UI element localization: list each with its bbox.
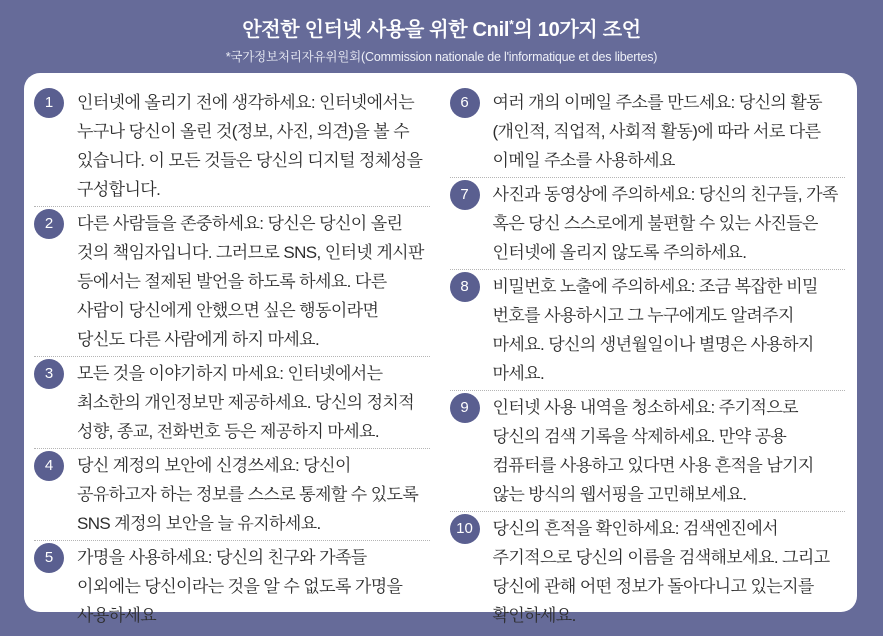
page-title-main: 안전한 인터넷 사용을 위한 Cnil	[242, 19, 510, 41]
tip-text-5: 가명을 사용하세요: 당신의 친구와 가족들 이외에는 당신이라는 것을 알 수 없도록 가명을 사용하세요	[77, 548, 403, 625]
tip-number-badge-9: 9	[450, 393, 480, 423]
dotted-divider	[450, 511, 846, 512]
tip-item-1	[34, 88, 430, 204]
tip-item-6	[450, 88, 846, 175]
tip-number-badge-8: 8	[450, 272, 480, 302]
tip-item-5	[34, 543, 430, 630]
tip-number-badge-4: 4	[34, 451, 64, 481]
dotted-divider	[450, 269, 846, 270]
tip-number-badge-1: 1	[34, 88, 64, 118]
tip-number-badge-2: 2	[34, 209, 64, 239]
infographic-header	[0, 0, 883, 73]
tip-text-8: 비밀번호 노출에 주의하세요: 조금 복잡한 비밀 번호를 사용하시고 그 누구에게도 알려주지 마세요. 당신의 생년월일이나 별명은 사용하지 마세요.	[492, 277, 818, 383]
dotted-divider	[450, 390, 846, 391]
tips-column-right	[438, 88, 848, 625]
tip-number-badge-6: 6	[450, 88, 480, 118]
tip-number-badge-7: 7	[450, 180, 480, 210]
page-title	[0, 0, 883, 42]
tip-item-3	[34, 359, 430, 446]
tip-item-10	[450, 514, 846, 630]
tip-item-2	[34, 209, 430, 354]
tip-item-8	[450, 272, 846, 388]
tip-text-7: 사진과 동영상에 주의하세요: 당신의 친구들, 가족 혹은 당신 스스로에게 불편할 수 있는 사진들은 인터넷에 올리지 않도록 주의하세요.	[492, 185, 838, 262]
dotted-divider	[34, 206, 430, 207]
tips-column-left	[32, 88, 438, 625]
tip-text-6: 여러 개의 이메일 주소를 만드세요: 당신의 활동(개인적, 직업적, 사회적 활동)에 따라 서로 다른 이메일 주소를 사용하세요	[492, 93, 822, 170]
tip-number-badge-5: 5	[34, 543, 64, 573]
dotted-divider	[34, 540, 430, 541]
tip-text-1: 인터넷에 올리기 전에 생각하세요: 인터넷에서는 누구나 당신이 올린 것(정보, 사진, 의견)을 볼 수 있습니다. 이 모든 것들은 당신의 디지털 정체성을 구성합니다.	[77, 93, 423, 199]
tips-card	[24, 73, 857, 625]
tip-text-10: 당신의 흔적을 확인하세요: 검색엔진에서 주기적으로 당신의 이름을 검색해보세요. 그리고 당신에 관해 어떤 정보가 돌아다니고 있는지를 확인하세요.	[492, 519, 830, 625]
dotted-divider	[450, 177, 846, 178]
title-asterisk: *	[509, 17, 514, 32]
tip-item-7	[450, 180, 846, 267]
tip-text-4: 당신 계정의 보안에 신경쓰세요: 당신이 공유하고자 하는 정보를 스스로 통제할 수 있도록 SNS 계정의 보안을 늘 유지하세요.	[77, 456, 419, 533]
dotted-divider	[34, 448, 430, 449]
tip-number-badge-10: 10	[450, 514, 480, 544]
tip-number-badge-3: 3	[34, 359, 64, 389]
tip-text-3: 모든 것을 이야기하지 마세요: 인터넷에서는 최소한의 개인정보만 제공하세요. 당신의 정치적 성향, 종교, 전화번호 등은 제공하지 마세요.	[77, 364, 415, 441]
page-subtitle: *국가정보처리자유위원회(Commission nationale de l'informatique et des libertes)	[225, 50, 658, 64]
tip-text-2: 다른 사람들을 존중하세요: 당신은 당신이 올린 것의 책임자입니다. 그러므로 SNS, 인터넷 게시판 등에서는 절제된 발언을 하도록 하세요. 다른 사람이 당신에게 안했으면 싶은 행동이라면 당신도 다른 사람에게 하지 마세요.	[77, 214, 424, 349]
tip-text-9: 인터넷 사용 내역을 청소하세요: 주기적으로 당신의 검색 기록을 삭제하세요. 만약 공용 컴퓨터를 사용하고 있다면 사용 흔적을 남기지 않는 방식의 웹서핑을 고민해보세요.	[492, 398, 814, 504]
page-title-tail: 의 10가지 조언	[513, 19, 641, 41]
tip-item-9	[450, 393, 846, 509]
tip-item-4	[34, 451, 430, 538]
dotted-divider	[34, 356, 430, 357]
